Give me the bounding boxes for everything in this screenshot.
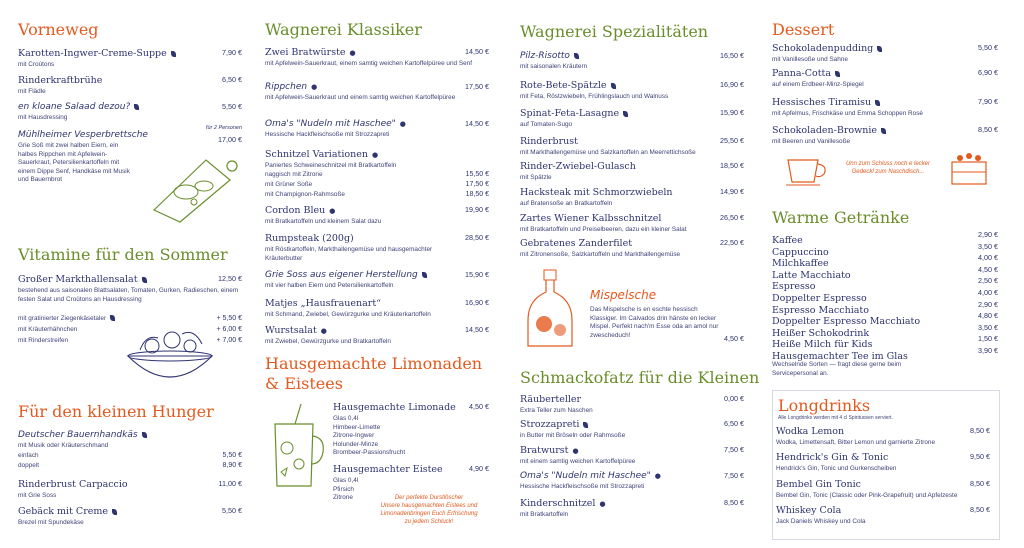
drink-price: 3,90 €: [978, 345, 998, 355]
item-name: Zwei Bratwürste: [265, 47, 346, 58]
menu-item: [265, 82, 489, 103]
item-name: Karotten-Ingwer-Creme-Suppe: [18, 48, 167, 59]
column-4: [772, 0, 998, 548]
item-price: 14,50 €: [465, 325, 489, 334]
item-desc: mit Flädle: [18, 88, 46, 95]
item-desc: Hessische Hackfleischsoße mit Strozzapreti: [520, 483, 645, 490]
drink-name: Milchkaffee: [772, 258, 829, 270]
item-price: 5,50 €: [978, 43, 998, 52]
item-desc: Wodka, Limettensaft, Bitter Lemon und garnierte Zitrone: [776, 439, 936, 446]
item-option: doppelt 8,90 €: [18, 462, 242, 469]
tea-note: Wechselnde Sorten — fragt diese gerne beim Servicepersonal an.: [772, 361, 902, 377]
drink-name: Heiße Milch für Kids: [772, 339, 873, 351]
item-price: 9,50 €: [970, 452, 990, 461]
salad-bowl-illustration: [122, 320, 218, 392]
item-name: Spinat-Feta-Lasagne: [520, 108, 620, 119]
longdrinks-subtitle: Alle Longdrinks werden mit 4 cl Spirituosen serviert.: [778, 415, 893, 421]
item-name: Oma's "Nudeln mit Haschee": [265, 119, 396, 129]
item-name: Rumpsteak (200g): [265, 233, 354, 244]
vegetarian-icon: [881, 128, 886, 134]
item-price: 8,50 €: [970, 505, 990, 514]
drink-price: 3,50 €: [978, 322, 998, 332]
menu-item: [772, 68, 998, 90]
item-name: Hessisches Tiramisu: [772, 97, 872, 108]
bottle-illustration: [522, 268, 580, 352]
item-name: Kinderschnitzel: [520, 498, 596, 509]
extra-option: mit gratinierter Ziegenkäsetaler + 5,50 €: [18, 315, 242, 322]
flavor: Brombeer-Passionsfrucht: [333, 449, 406, 457]
item-desc: Extra Teller zum Naschen: [520, 407, 593, 414]
mispel-price: 4,50 €: [724, 334, 744, 343]
item-desc: mit Spätzle: [520, 174, 552, 181]
flavor: Pfirsich: [333, 485, 354, 493]
item-desc: Hessische Hackfleischsoße mit Strozzapreti: [265, 131, 390, 138]
item-name: Oma's "Nudeln mit Haschee": [520, 471, 651, 481]
item-price: 0,00 €: [724, 394, 744, 403]
item-desc: mit Markthallengemüse und Salzkartoffeln an Meerrettichsoße: [520, 149, 696, 156]
item-name: Rinder-Zwiebel-Gulasch: [520, 161, 636, 172]
item-desc: in Butter mit Bröseln oder Rahmsoße: [520, 432, 626, 439]
item-name: Gebratenes Zanderfilet: [520, 238, 633, 249]
item-desc: bestehend aus saisonalen Blattsalaten, Tomaten, Gurken, Radieschen, einem festen Salat und Croûtons an Hausdressing: [18, 287, 239, 303]
item-desc: auf Tomaten-Sugo: [520, 121, 573, 128]
item-price: 28,50 €: [465, 233, 489, 242]
cow-icon: ●: [654, 471, 661, 480]
item-price: 5,50 €: [222, 102, 242, 111]
item-price: 7,50 €: [724, 471, 744, 480]
item-name: Bratwurst: [520, 445, 569, 456]
drink-price: 2,90 €: [978, 230, 998, 239]
drink-price: 4,00 €: [978, 253, 998, 263]
item-price: 4,50 €: [469, 402, 489, 411]
menu-item: [265, 233, 489, 263]
extra-option: mit Rinderstreifen + 7,00 €: [18, 337, 242, 344]
item-desc: Bembel Gin, Tonic (Classic oder Pink-Grapefruit) und Apfelzeste: [776, 492, 958, 499]
drink-name: Espresso: [772, 281, 816, 293]
vegetarian-icon: [112, 509, 117, 515]
vegetarian-icon: [623, 111, 628, 117]
drink-name: Espresso Macchiato: [772, 304, 869, 316]
drink-name: Latte Macchiato: [772, 269, 851, 281]
item-desc: Jack Daniels Whiskey und Cola: [776, 518, 866, 525]
item-price: 7,50 €: [724, 445, 744, 454]
vegetarian-icon: [134, 104, 139, 110]
item-desc: mit Röstkartoffeln, Markthallengemüse und hausgemachter Kräuterbutter: [265, 246, 433, 262]
menu-item: [265, 47, 489, 69]
item-name: Großer Markthallensalat: [18, 274, 138, 285]
item-size: Glas 0,4l: [333, 415, 359, 422]
vegetarian-icon: [574, 53, 579, 59]
item-desc: mit Beeren und Vanillesoße: [772, 138, 851, 145]
item-name: Pilz-Risotto: [520, 51, 570, 61]
menu-item: [776, 452, 990, 474]
item-desc: Hendrick's Gin, Tonic und Gurkenscheiben: [776, 465, 897, 472]
item-price: 16,90 €: [720, 80, 744, 89]
menu-item: [520, 394, 744, 416]
column-1: [18, 0, 242, 548]
drink-name: Cappuccino: [772, 246, 829, 258]
item-desc: mit Musik oder Kräuterschmand: [18, 442, 109, 449]
item-name: Bembel Gin Tonic: [776, 479, 861, 490]
vegetarian-icon: [171, 51, 176, 57]
item-name: Hausgemachter Eistee: [333, 464, 443, 475]
section-title-hunger: Für den kleinen Hunger: [18, 402, 214, 421]
mispel-desc: Das Mispelsche is en eschte hessisch Klassiger. Im Calvados drin hänste en lecker Mispel. Perfekt nach'm Esse oda an amol nur zwescheduch!: [590, 306, 719, 339]
item-name: Rote-Bete-Spätzle: [520, 80, 607, 91]
item-option: naggisch mit Zitrone 15,50 €: [265, 171, 489, 178]
item-name: Hacksteak mit Schmorzwiebeln: [520, 187, 673, 198]
item-name: Hendrick's Gin & Tonic: [776, 452, 889, 463]
menu-item: [520, 498, 744, 520]
item-name: Hausgemachte Limonade: [333, 402, 456, 413]
drink-name: Doppelter Espresso Macchiato: [772, 316, 921, 328]
item-price: 8,50 €: [978, 125, 998, 134]
menu-item: [776, 505, 990, 527]
menu-item: [520, 136, 744, 158]
flavor: Himbeer-Limette: [333, 423, 381, 431]
item-name: en kloane Salaad dezou?: [18, 102, 131, 112]
item-name: Schokoladen-Brownie: [772, 125, 878, 136]
item-desc: mit Feta, Röstzwiebeln, Frühlingslauch und Walnuss: [520, 93, 669, 100]
item-name: Gebäck mit Creme: [18, 506, 108, 517]
menu-item: [520, 238, 744, 260]
section-title-limonaden: Hausgemachte Limonaden: [265, 354, 483, 373]
item-name: Rinderbrust Carpaccio: [18, 479, 128, 490]
item-option: einfach 5,50 €: [18, 452, 242, 459]
menu-item: [520, 419, 744, 441]
menu-item: [772, 125, 998, 147]
menu-item: [18, 479, 242, 501]
cow-icon: ●: [399, 119, 406, 128]
item-price: 16,50 €: [720, 51, 744, 60]
pig-icon: ●: [599, 499, 606, 508]
item-name: Mühlheimer Vesperbrettsche: [18, 130, 148, 140]
pig-icon: ●: [311, 82, 318, 91]
section-title-klassiker: Wagnerei Klassiker: [265, 20, 422, 39]
item-price: 8,50 €: [724, 498, 744, 507]
item-desc: Brezel mit Spundekäse: [18, 519, 84, 526]
item-name: Cordon Bleu: [265, 205, 326, 216]
item-price: 15,90 €: [720, 108, 744, 117]
limonaden-note: Der perfekte Durstlöscher Unsere hausgemachten Eistees und Limonadenbringen Euch Erfrischung zu jedem Schluck!: [380, 495, 478, 525]
item-desc: mit Croûtons: [18, 61, 55, 68]
item-name: Wodka Lemon: [776, 426, 845, 437]
menu-item: [772, 97, 998, 119]
pig-icon: ●: [371, 150, 379, 159]
item-name: Schokoladenpudding: [772, 43, 874, 54]
item-price: 6,50 €: [724, 419, 744, 428]
menu-item: [333, 402, 489, 458]
vegetarian-icon: [835, 71, 840, 77]
item-price: 15,90 €: [465, 270, 489, 279]
item-desc: mit Apfelmus, Frischkäse und Emma Schoppen Rosé: [772, 110, 923, 117]
item-price: 8,50 €: [970, 479, 990, 488]
section-title-getraenke: Warme Getränke: [772, 208, 910, 227]
drink-name: Doppelter Espresso: [772, 292, 867, 304]
item-price: 25,50 €: [720, 136, 744, 145]
menu-item: [18, 430, 242, 451]
extra-option: mit Kräuterhähnchen + 6,00 €: [18, 326, 242, 333]
cake-illustration: [948, 150, 990, 188]
item-desc: Paniertes Schweineschnitzel mit Bratkartoffeln: [265, 162, 397, 169]
item-price: 4,90 €: [469, 464, 489, 473]
drink-price: 3,50 €: [978, 241, 998, 251]
menu-item: [265, 119, 489, 140]
pig-icon: ●: [329, 206, 336, 215]
pig-icon: ●: [320, 326, 327, 335]
vegetarian-icon: [875, 100, 880, 106]
item-name: Whiskey Cola: [776, 505, 842, 516]
item-name: Matjes „Hausfrauenart“: [265, 298, 381, 309]
item-price: 14,90 €: [720, 187, 744, 196]
item-name: Deutscher Bauernhandkäs: [18, 430, 138, 440]
item-desc: mit Zwiebel, Gewürzgurke und Bratkartoffeln: [265, 338, 391, 345]
menu-item: [772, 43, 998, 65]
drink-price: 2,90 €: [978, 299, 998, 309]
item-desc: mit Bratkartoffeln und Preiselbeeren, dazu ein kleiner Salat: [520, 226, 687, 233]
lemonade-glass-illustration: [265, 402, 327, 492]
item-name: Strozzapreti: [520, 419, 580, 430]
item-option: mit Grüner Soße 17,50 €: [265, 181, 489, 188]
item-price: 8,50 €: [970, 426, 990, 435]
item-tag: für 2 Personen: [205, 125, 242, 131]
section-title-limonaden-2: & Eistees: [265, 374, 343, 393]
vegetarian-icon: [877, 46, 882, 52]
dessert-note: Unn zum Schluss noch e lecker Gedeckl zum Naschdisch...: [845, 161, 931, 175]
item-price: 14,50 €: [465, 47, 489, 56]
item-name: Rinderbrust: [520, 136, 578, 147]
menu-item: [265, 270, 489, 291]
item-name: Rinderkraftbrühe: [18, 75, 103, 86]
vegetarian-icon: [142, 277, 147, 283]
item-desc: mit einem samtig weichen Kartoffelpüree: [520, 458, 636, 465]
drink-name: Heißer Schokodrink: [772, 327, 870, 339]
pig-icon: ●: [572, 446, 579, 455]
item-price: 6,50 €: [222, 75, 242, 84]
item-price: 17,00 €: [218, 135, 242, 144]
item-price: 14,50 €: [465, 119, 489, 128]
item-name: Grie Soss aus eigener Herstellung: [265, 270, 418, 280]
item-desc: mit Zitronensoße, Salzkartoffeln und Markthallengemüse: [520, 251, 681, 258]
menu-item: [265, 298, 489, 320]
menu-item: [776, 479, 990, 501]
section-title-kleinen: Schmackofatz für die Kleinen: [520, 368, 760, 387]
pig-icon: ●: [349, 48, 356, 57]
item-price: 18,50 €: [720, 161, 744, 170]
flavor: Holunder-Minze: [333, 440, 379, 448]
coffee-cup-illustration: [784, 152, 832, 188]
column-2: [265, 0, 489, 548]
menu-item: [18, 102, 242, 123]
item-price: 7,90 €: [222, 48, 242, 57]
item-price: 7,90 €: [978, 97, 998, 106]
drink-price: 4,50 €: [978, 264, 998, 274]
item-desc: auf einem Erdbeer-Minz-Spiegel: [772, 81, 864, 88]
item-price: 22,50 €: [720, 238, 744, 247]
item-name: Schnitzel Variationen: [265, 149, 368, 160]
menu-item: [776, 426, 990, 448]
item-desc: mit Bratkartoffeln und kleinem Salat dazu: [265, 218, 382, 225]
vegetarian-icon: [611, 83, 616, 89]
item-price: 6,90 €: [978, 68, 998, 77]
item-desc: mit Hausdressing: [18, 114, 68, 121]
menu-item: [18, 48, 242, 70]
item-desc: mit Bratkartoffeln: [520, 511, 569, 518]
item-price: 26,50 €: [720, 213, 744, 222]
drink-price: 1,50 €: [978, 334, 998, 344]
item-price: 5,50 €: [222, 506, 242, 515]
drink-price: 2,50 €: [978, 276, 998, 286]
menu-item: [520, 161, 744, 183]
item-option: mit Champignon-Rahmsoße 18,50 €: [265, 191, 489, 198]
vegetarian-icon: [142, 432, 147, 438]
item-desc: auf Bratensoße an Bratkartoffeln: [520, 200, 613, 207]
item-desc: mit Apfelwein-Sauerkraut und einem samtig weichen Kartoffelpüree: [265, 94, 456, 101]
menu-item: [18, 274, 242, 304]
menu-item: [520, 108, 744, 130]
menu-item: [520, 213, 744, 235]
item-desc: Grie Soß mit zwei halben Eiern, ein halbes Rippchen mit Apfelwein-Sauerkraut, Petersilienkartoffeln mit einem Dippe Senf, Handkäse mit Musik und Bauernbrot: [18, 142, 130, 184]
section-title-vorneweg: Vorneweg: [18, 20, 99, 39]
vegetarian-icon: [583, 422, 588, 428]
flavor: Zitrone: [333, 494, 353, 502]
menu-item: [520, 80, 744, 102]
item-name: Rippchen: [265, 82, 308, 92]
drink-name: Kaffee: [772, 235, 803, 246]
vegetarian-icon: [110, 315, 115, 321]
menu-item: [265, 205, 489, 227]
section-title-vitamine: Vitamine für den Sommer: [18, 245, 228, 264]
item-price: 11,00 €: [218, 479, 242, 488]
item-desc: mit Apfelwein-Sauerkraut, einem samtig weichen Kartoffelpüree und Senf: [265, 60, 472, 67]
section-title-spezialitaeten: Wagnerei Spezialitäten: [520, 22, 709, 41]
menu-item: [520, 471, 744, 492]
column-3: [520, 0, 760, 548]
item-desc: mit Vanillesoße und Sahne: [772, 56, 848, 63]
vegetarian-icon: [422, 272, 427, 278]
drink-price: 4,00 €: [978, 287, 998, 297]
menu-item: [520, 445, 744, 467]
item-price: 16,90 €: [465, 298, 489, 307]
item-size: Glas 0,4l: [333, 477, 359, 484]
menu-item: [18, 75, 242, 97]
section-title-longdrinks: Longdrinks: [778, 396, 871, 415]
item-name: Panna-Cotta: [772, 68, 832, 79]
item-name: Wurstsalat: [265, 325, 317, 336]
menu-item: [265, 149, 489, 171]
item-name: Zartes Wiener Kalbsschnitzel: [520, 213, 662, 224]
item-desc: mit vier halben Eiern und Petersilienkartoffeln: [265, 282, 394, 289]
drink-name: Hausgemachter Tee im Glas: [772, 350, 908, 362]
item-price: 12,50 €: [218, 274, 242, 283]
menu-item: [520, 187, 744, 209]
cutting-board-illustration: [146, 150, 242, 225]
menu-item: [520, 51, 744, 72]
flavor: Zitrone-Ingwer: [333, 432, 375, 440]
warm-drinks-list: [772, 230, 998, 362]
section-title-dessert: Dessert: [772, 20, 835, 39]
item-desc: mit saisonalen Kräutern: [520, 63, 588, 70]
item-price: 17,50 €: [465, 82, 489, 91]
item-price: 19,90 €: [465, 205, 489, 214]
mispel-title: Mispelsche: [590, 288, 657, 302]
menu-item: [265, 325, 489, 347]
item-desc: mit Schmand, Zwiebel, Gewürzgurke und Kräuterkartoffeln: [265, 311, 431, 318]
drink-price: 4,80 €: [978, 311, 998, 321]
menu-item: [18, 506, 242, 528]
item-desc: mit Grie Soss: [18, 492, 57, 499]
item-name: Räuberteller: [520, 394, 582, 405]
